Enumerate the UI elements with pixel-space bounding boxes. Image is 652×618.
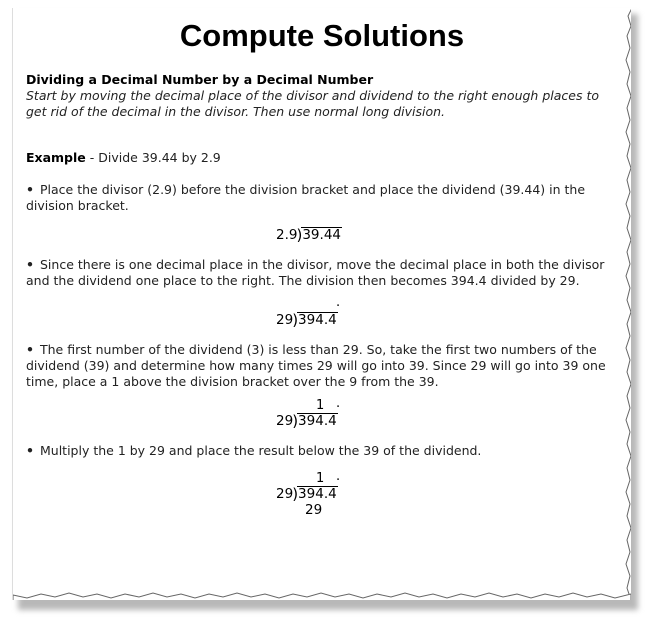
- worksheet-page: [12, 8, 631, 600]
- step-3-text: [26, 342, 606, 390]
- divisor: 29: [276, 312, 294, 328]
- division-step-2: [276, 297, 356, 328]
- divisor: 29: [276, 486, 294, 502]
- division-bracket-icon: ): [296, 226, 303, 244]
- step-4-text: [26, 443, 606, 459]
- dividend: 39.44: [302, 227, 341, 243]
- divisor: 2.9: [276, 227, 298, 243]
- step-text: Place the divisor (2.9) before the division bracket and place the dividend (39.44) in the division bracket.: [26, 182, 586, 213]
- torn-bottom-edge: [13, 591, 631, 600]
- example-label: Example: [26, 150, 86, 165]
- page-title: Compute Solutions: [179, 18, 465, 53]
- lesson-content: [26, 72, 606, 518]
- step-2-text: [26, 257, 606, 289]
- division-step-1: [276, 226, 356, 243]
- divisor: 29: [276, 413, 294, 429]
- division-step-3: [276, 398, 356, 429]
- torn-right-edge: [622, 8, 631, 600]
- quotient: 1: [316, 471, 325, 486]
- bullet-icon: •: [26, 257, 34, 272]
- step-text: Multiply the 1 by 29 and place the result below the 39 of the dividend.: [40, 443, 482, 458]
- division-bracket-icon: ): [292, 311, 299, 329]
- bullet-icon: •: [26, 182, 34, 197]
- bullet-icon: •: [26, 342, 34, 357]
- quotient-decimal-point: .: [336, 396, 341, 411]
- step-text: The first number of the dividend (3) is less than 29. So, take the first two numbers of the dividend (39) and determine how many times 29 will go into 39. Since 29 will go into 39 one time, place a 1 above the division bracket over the 9 from the 39.: [26, 342, 606, 389]
- example-line: [26, 150, 606, 166]
- example-text: - Divide 39.44 by 2.9: [89, 150, 221, 165]
- quotient-decimal-point: .: [336, 469, 341, 484]
- dividend: 394.4: [298, 486, 337, 502]
- division-bracket-icon: ): [292, 412, 299, 430]
- section-heading: Dividing a Decimal Number by a Decimal Number: [26, 72, 374, 87]
- bullet-icon: •: [26, 443, 34, 458]
- step-1-text: [26, 182, 606, 214]
- step-text: Since there is one decimal place in the divisor, move the decimal place in both the divisor and the dividend one place to the right. The division then becomes 394.4 divided by 29.: [26, 257, 605, 288]
- dividend: 394.4: [298, 312, 337, 328]
- intro-text: Start by moving the decimal place of the divisor and dividend to the right enough places to get rid of the decimal in the divisor. Then use normal long division.: [26, 88, 599, 119]
- quotient-decimal-point: .: [336, 295, 341, 310]
- dividend: 394.4: [298, 413, 337, 429]
- product-value: 29: [305, 502, 323, 518]
- quotient: 1: [316, 398, 325, 413]
- division-bracket-icon: ): [292, 485, 299, 503]
- division-step-4: [276, 471, 356, 518]
